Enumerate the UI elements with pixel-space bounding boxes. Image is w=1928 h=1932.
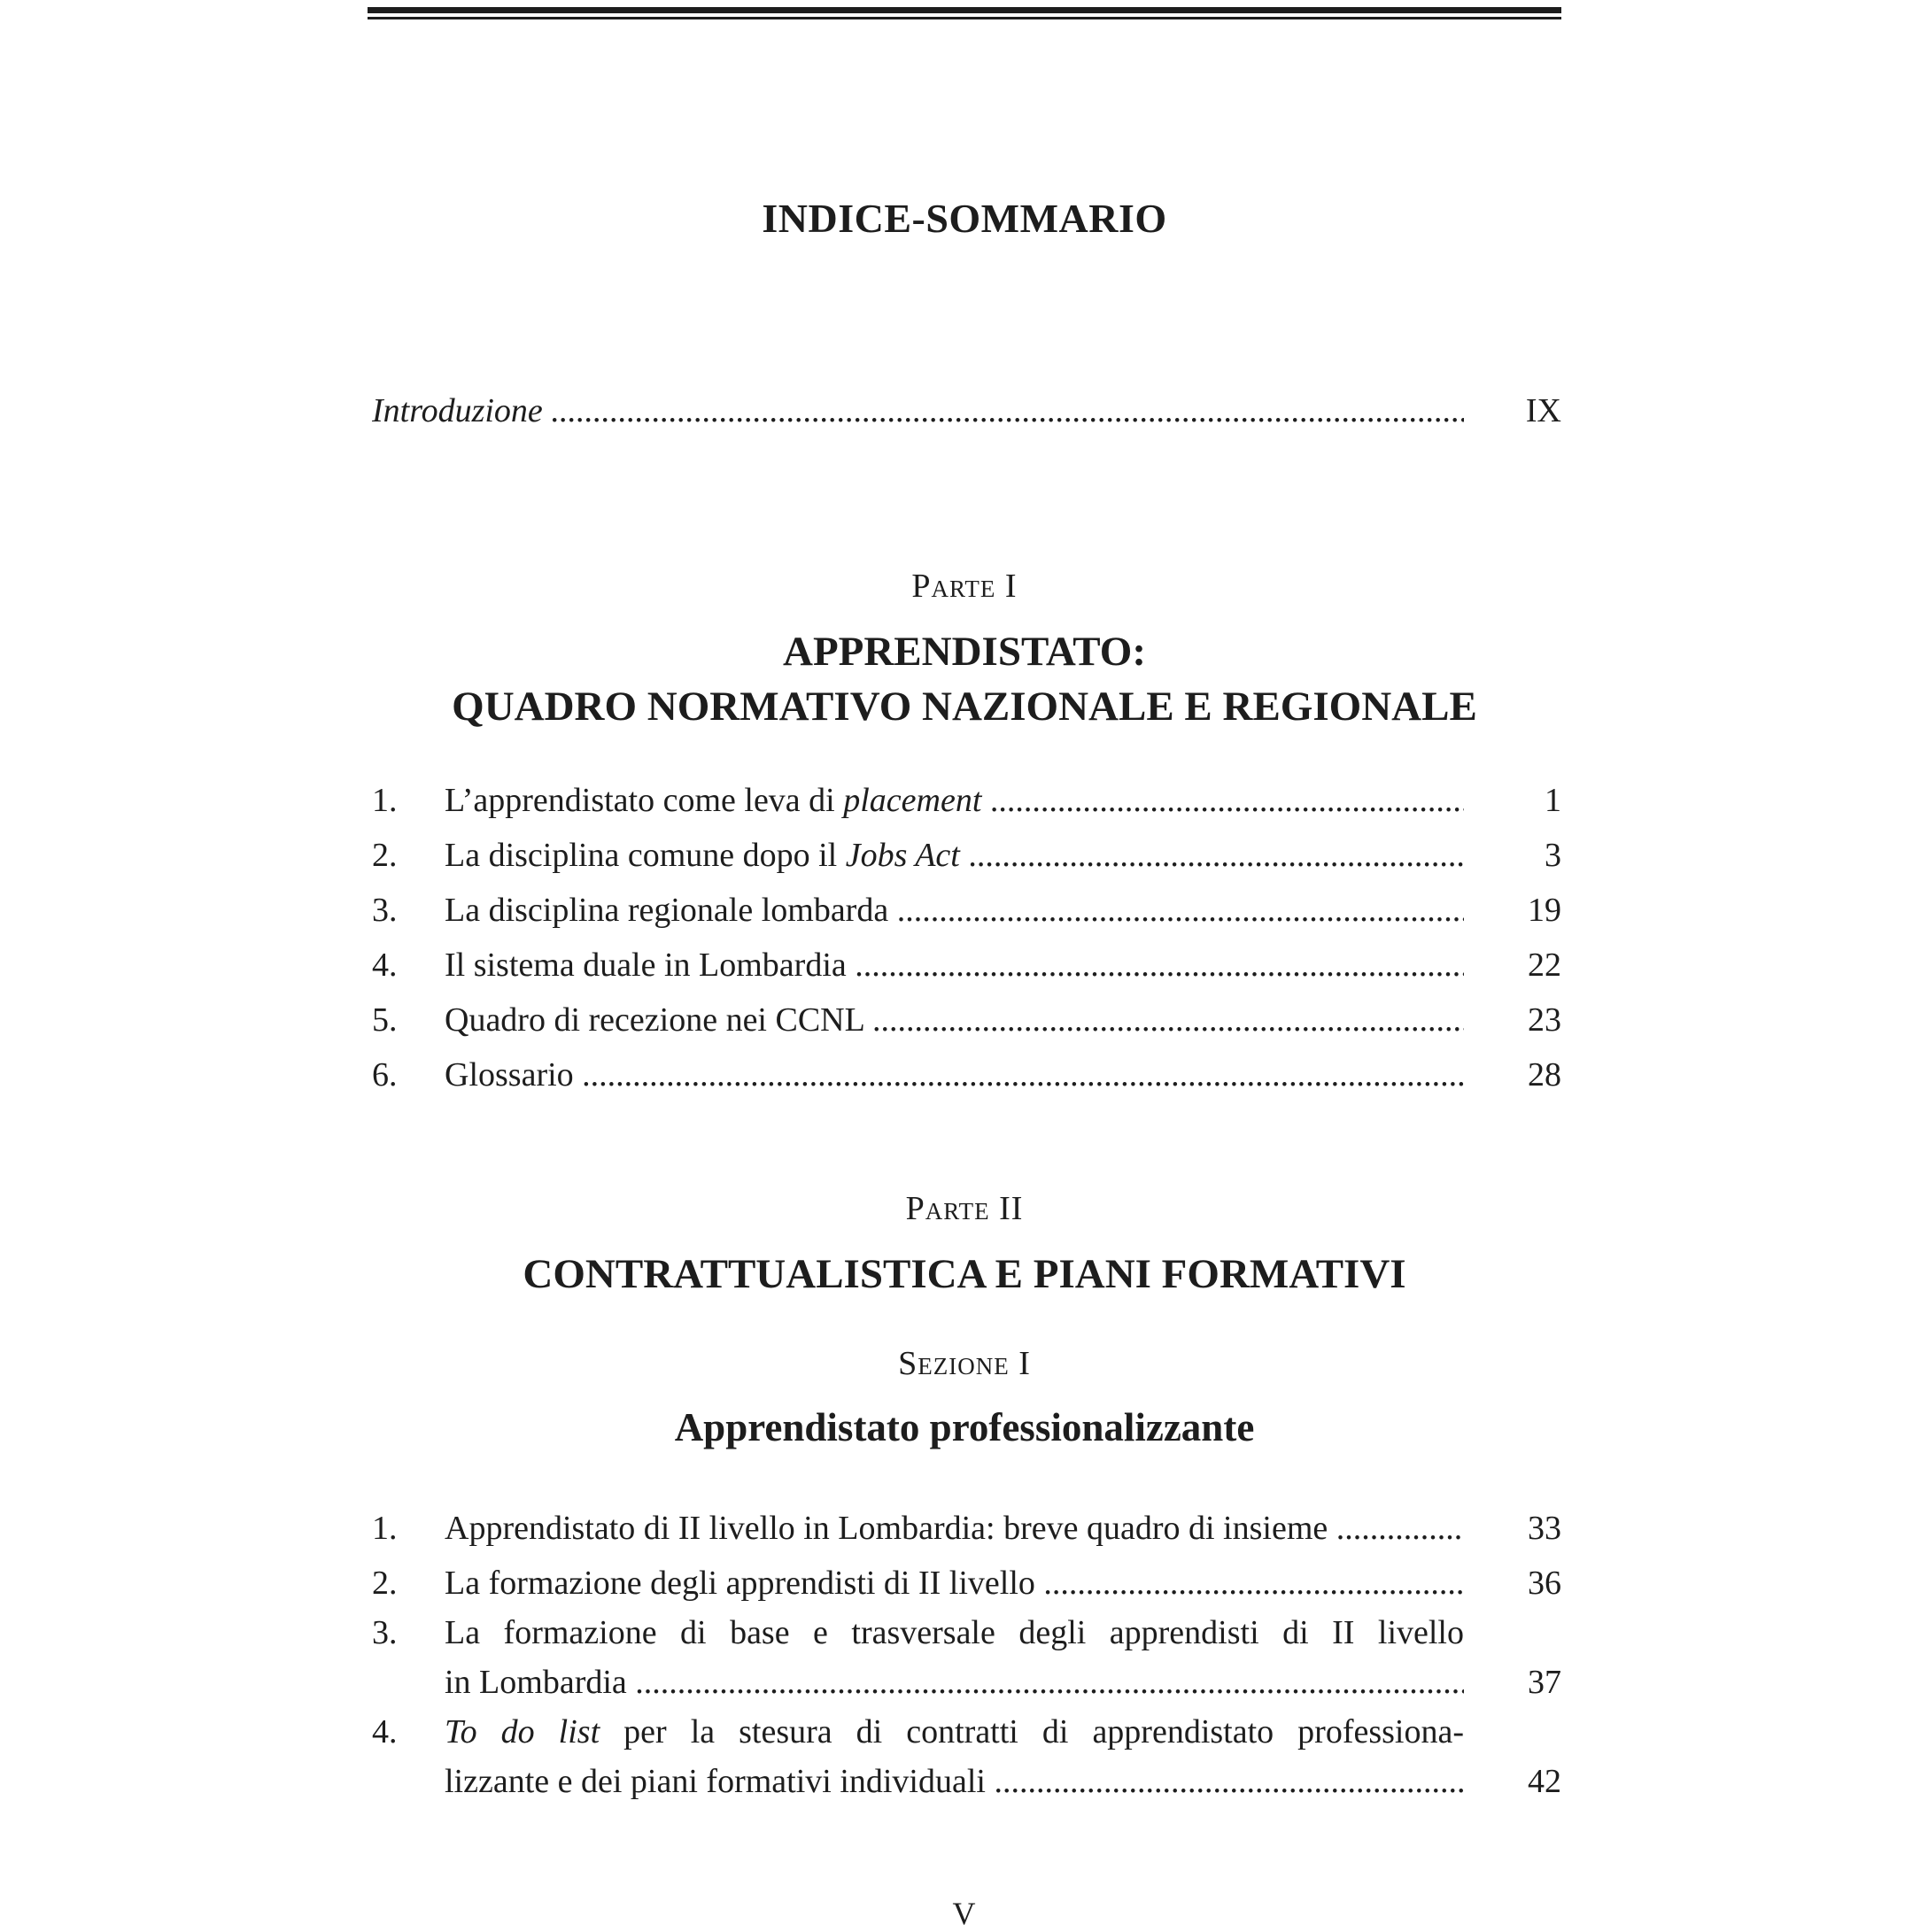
- toc-page-number: 36: [1528, 1565, 1561, 1602]
- toc-entry[interactable]: [372, 1710, 1561, 1809]
- toc-entry-text: Quadro di recezione nei CCNL .....: [445, 1001, 1464, 1039]
- section-title: Apprendistato professionalizzante: [674, 1405, 1255, 1449]
- toc-page-number: 22: [1528, 947, 1561, 984]
- toc-entry[interactable]: [372, 1611, 1561, 1710]
- toc-entry-number: 2.: [372, 1565, 398, 1602]
- toc-entry[interactable]: [372, 1501, 1561, 1556]
- toc-entry-number: 3.: [372, 892, 398, 929]
- toc-entry-number: 4.: [372, 1713, 398, 1750]
- toc-entry-text: La formazione di base e trasversale degli apprendisti di II livello: [445, 1614, 1464, 1651]
- toc-entry-text: La formazione degli apprendisti di II livello .....: [445, 1565, 1464, 1602]
- toc-page-number: 23: [1528, 1001, 1561, 1039]
- page-title: INDICE-SOMMARIO: [762, 196, 1167, 241]
- toc-entry[interactable]: [372, 1047, 1561, 1102]
- toc-entry-text: in Lombardia .....: [445, 1664, 1464, 1701]
- toc-entry-number: 2.: [372, 837, 398, 874]
- toc-entry[interactable]: [372, 1556, 1561, 1611]
- toc-page-number: IX: [1525, 392, 1561, 429]
- part-title-line: APPRENDISTATO:: [783, 629, 1146, 675]
- part-title: [368, 624, 1561, 734]
- toc-page-number: 28: [1528, 1056, 1561, 1094]
- toc-entry[interactable]: [372, 993, 1561, 1047]
- toc-list-part-1: [372, 773, 1561, 1102]
- part-label: Parte II: [905, 1190, 1024, 1227]
- toc-entry-text: Introduzione .....: [372, 392, 1464, 429]
- toc-page-number: 37: [1528, 1664, 1561, 1701]
- toc-entry-italic: Jobs Act: [845, 837, 960, 874]
- toc-entry-italic: placement: [843, 782, 982, 819]
- toc-page-number: 42: [1528, 1763, 1561, 1800]
- part-title-line: CONTRATTUALISTICA E PIANI FORMATIVI: [523, 1251, 1406, 1297]
- toc-entry-number: 1.: [372, 1510, 398, 1547]
- top-double-rule: [368, 7, 1561, 19]
- toc-page-number: 33: [1528, 1510, 1561, 1547]
- toc-entry-introduzione[interactable]: [372, 383, 1561, 438]
- toc-entry[interactable]: [372, 773, 1561, 828]
- toc-entry-text: La disciplina regionale lombarda .....: [445, 892, 1464, 929]
- toc-entry-number: 4.: [372, 947, 398, 984]
- part-title: [368, 1247, 1561, 1302]
- part-label: Parte I: [911, 568, 1018, 605]
- toc-entry-number: 3.: [372, 1614, 398, 1651]
- toc-entry-text: La disciplina comune dopo il: [445, 837, 838, 874]
- part-title-line: QUADRO NORMATIVO NAZIONALE E REGIONALE: [452, 684, 1477, 730]
- toc-entry-italic: To do list: [445, 1713, 600, 1750]
- toc-entry-text: Glossario .....: [445, 1056, 1464, 1094]
- page-folio: V: [952, 1896, 976, 1931]
- toc-entry-text: lizzante e dei piani formativi individuali .....: [445, 1763, 1464, 1800]
- toc-entry-text: L’apprendistato come leva di: [445, 782, 835, 819]
- section-label: Sezione I: [898, 1345, 1031, 1382]
- toc-list-part-2: [372, 1501, 1561, 1809]
- toc-entry-text: Apprendistato di II livello in Lombardia: breve quadro di insieme .....: [445, 1510, 1464, 1547]
- toc-entry-text: Il sistema duale in Lombardia .....: [445, 947, 1464, 984]
- toc-entry-number: 5.: [372, 1001, 398, 1039]
- toc-entry[interactable]: [372, 883, 1561, 938]
- toc-entry-number: 6.: [372, 1056, 398, 1094]
- toc-page-number: 19: [1528, 892, 1561, 929]
- toc-entry[interactable]: [372, 938, 1561, 993]
- toc-entry-text: per la stesura di contratti di apprendistato professiona-: [623, 1713, 1464, 1750]
- toc-page-number: 3: [1545, 837, 1561, 874]
- toc-entry[interactable]: [372, 828, 1561, 883]
- toc-entry-number: 1.: [372, 782, 398, 819]
- toc-page-number: 1: [1545, 782, 1561, 819]
